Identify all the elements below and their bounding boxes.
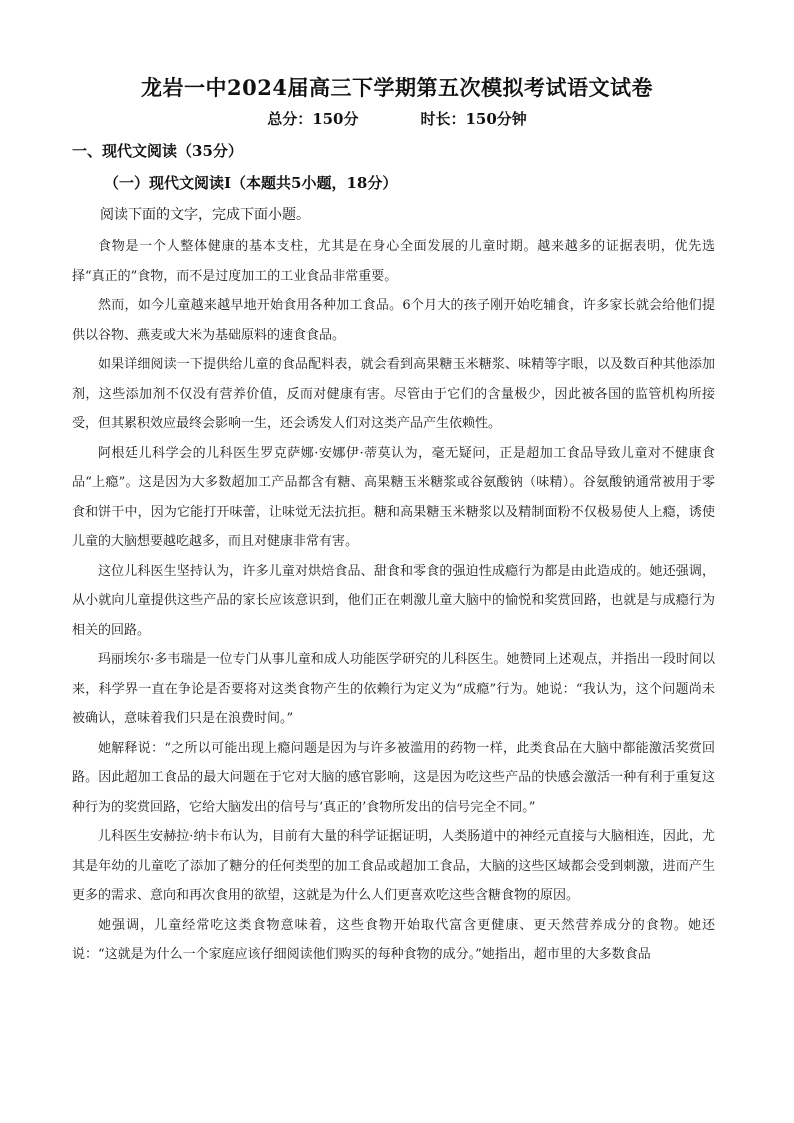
subsection-heading: （一）现代文阅读Ⅰ（本题共5小题，18分） — [104, 174, 398, 192]
passage-paragraph: 她解释说：“之所以可能出现上瘾问题是因为与许多被滥用的药物一样，此类食品在大脑中都能激活奖赏回路。因此超加工食品的最大问题在于它对大脑的感官影响，这是因为吃这些产品的快感会激活一种有利于重复这种行为的奖赏回路，它给大脑发出的信号与‘真正的’食物所发出的信号完全不同。” — [72, 740, 715, 815]
passage-paragraph: 然而，如今儿童越来越早地开始食用各种加工食品。6个月大的孩子刚开始吃辅食，许多家长就会给他们提供以谷物、燕麦或大米为基础原料的速食食品。 — [72, 298, 715, 343]
passage-paragraph: 玛丽埃尔·多韦瑞是一位专门从事儿童和成人功能医学研究的儿科医生。她赞同上述观点，并指出一段时间以来，科学界一直在争论是否要将对这类食物产生的依赖行为定义为“成瘾”行为。她说：“我认为，这个问题尚未被确认，意味着我们只是在浪费时间。” — [72, 652, 715, 726]
passage-paragraph: 如果详细阅读一下提供给儿童的食品配料表，就会看到高果糖玉米糖浆、味精等字眼，以及数百种其他添加剂，这些添加剂不仅没有营养价值，反而对健康有害。尽管由于它们的含量极少，因此被各国的监管机构所接受，但其累积效应最终会影响一生，还会诱发人们对这类产品产生依赖性。 — [72, 357, 715, 431]
total-score: 总分：150分 — [267, 110, 359, 128]
section-heading: 一、现代文阅读（35分） — [72, 142, 243, 160]
duration: 时长：150分钟 — [420, 110, 527, 128]
passage-paragraph: 儿科医生安赫拉·纳卡布认为，目前有大量的科学证据证明，人类肠道中的神经元直接与大脑相连，因此，尤其是年幼的儿童吃了添加了糖分的任何类型的加工食品或超加工食品，大脑的这些区域都会受到刺激，进而产生更多的需求、意向和再次食用的欲望，这就是为什么人们更喜欢吃这些含糖食物的原因。 — [72, 829, 715, 903]
reading-instruction: 阅读下面的文字，完成下面小题。 — [100, 207, 310, 223]
passage-paragraph: 这位儿科医生坚持认为，许多儿童对烘焙食品、甜食和零食的强迫性成瘾行为都是由此造成的。她还强调，从小就向儿童提供这些产品的家长应该意识到，他们正在刺激儿童大脑中的愉悦和奖赏回路，也就是与成瘾行为相关的回路。 — [72, 563, 715, 638]
passage-paragraph: 她强调，儿童经常吃这类食物意味着，这些食物开始取代富含更健康、更天然营养成分的食物。她还说：“这就是为什么一个家庭应该仔细阅读他们购买的每种食物的成分。”她指出，超市里的大多数食品 — [72, 917, 715, 962]
passage-paragraph: 食物是一个人整体健康的基本支柱，尤其是在身心全面发展的儿童时期。越来越多的证据表明，优先选择“真正的”食物，而不是过度加工的工业食品非常重要。 — [72, 239, 715, 284]
exam-title: 龙岩一中2024届高三下学期第五次模拟考试语文试卷 — [141, 75, 653, 100]
passage-paragraph: 阿根廷儿科学会的儿科医生罗克萨娜·安娜伊·蒂莫认为，毫无疑问，正是超加工食品导致儿童对不健康食品“上瘾”。这是因为大多数超加工产品都含有糖、高果糖玉米糖浆或谷氨酸钠（味精）。谷氨酸钠通常被用于零食和饼干中，因为它能打开味蕾，让味觉无法抗拒。糖和高果糖玉米糖浆以及精制面粉不仅极易使人上瘾，诱使儿童的大脑想要越吃越多，而且对健康非常有害。 — [72, 445, 715, 549]
exam-meta — [0, 108, 794, 129]
reading-passage — [72, 232, 715, 970]
